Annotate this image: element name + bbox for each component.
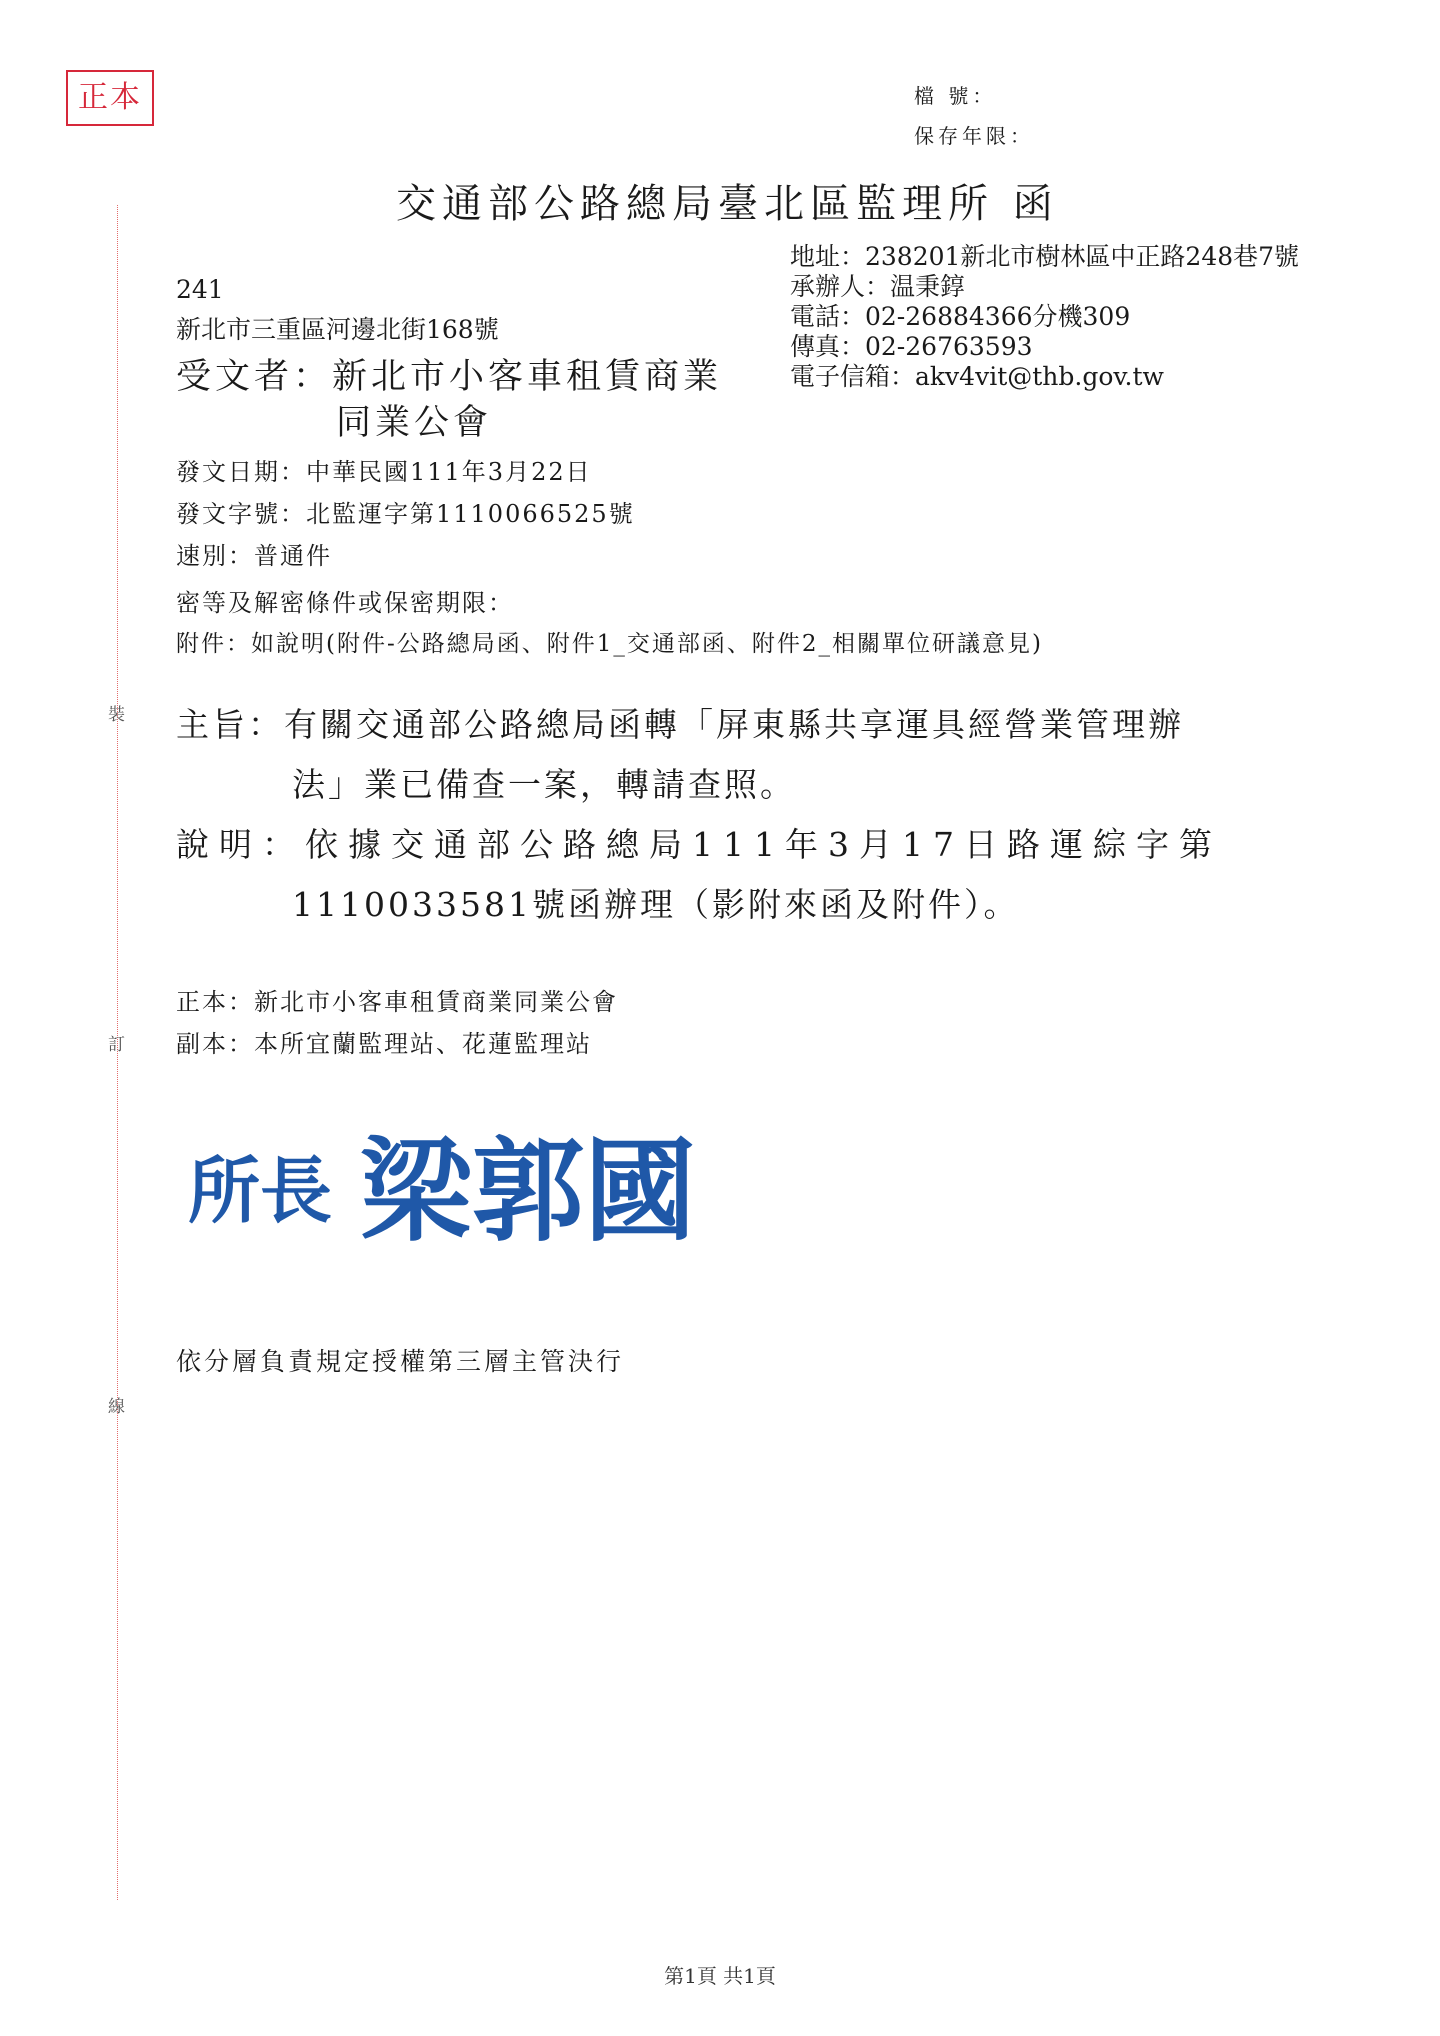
file-number-label: 檔 號： — [914, 84, 997, 108]
retention-period-label: 保存年限： — [914, 124, 1034, 148]
svg-text:梁郭國: 梁郭國 — [360, 1126, 696, 1257]
delivery-speed: 速別：普通件 — [176, 542, 332, 570]
sender-contact-block — [790, 242, 1299, 392]
attachment-note: 附件：如說明(附件-公路總局函、附件1_交通部函、附件2_相關單位研議意見) — [176, 631, 1043, 657]
page-number: 第1頁 共1頁 — [664, 1964, 776, 1988]
subject-line-1: 主旨：有關交通部公路總局函轉「屏東縣共享運具經營業管理辦 — [176, 705, 1184, 744]
fax-number: 傳真：02-26763593 — [790, 332, 1033, 361]
original-copy-stamp: 正本 — [66, 70, 154, 126]
seal-image — [188, 1118, 748, 1258]
description-line-2: 1110033581號函辦理（影附來函及附件）。 — [292, 885, 1020, 924]
sender-address: 地址：238201新北市樹林區中正路248巷7號 — [790, 242, 1300, 271]
delegation-note: 依分層負責規定授權第三層主管決行 — [176, 1347, 625, 1376]
document-number: 發文字號：北監運字第1110066525號 — [176, 500, 635, 528]
subject-block — [176, 695, 1184, 815]
handler-name: 承辦人：温秉錞 — [790, 272, 966, 301]
svg-text:所長: 所長 — [188, 1148, 333, 1233]
recipient-zip: 241 — [176, 275, 224, 304]
secrecy-level: 密等及解密條件或保密期限： — [176, 589, 514, 617]
binding-mark-xian: 線 — [108, 1397, 125, 1417]
recipient-line-1: 受文者：新北市小客車租賃商業 — [176, 357, 723, 397]
copy-recipients: 副本：本所宜蘭監理站、花蓮監理站 — [176, 1030, 592, 1058]
description-line-1: 說明：依據交通部公路總局111年3月17日路運綜字第 — [176, 825, 1222, 864]
binding-mark-ding: 訂 — [108, 1035, 125, 1055]
original-recipient: 正本：新北市小客車租賃商業同業公會 — [176, 988, 618, 1016]
recipient-line-2: 同業公會 — [336, 403, 493, 443]
description-block — [176, 815, 1222, 935]
document-title: 交通部公路總局臺北區監理所 函 — [396, 181, 1059, 227]
issue-date: 發文日期：中華民國111年3月22日 — [176, 458, 592, 486]
subject-line-2: 法」業已備查一案，轉請查照。 — [292, 765, 796, 804]
director-signature-seal — [188, 1118, 748, 1262]
email-address: 電子信箱：akv4vit@thb.gov.tw — [790, 362, 1164, 391]
phone-number: 電話：02-26884366分機309 — [790, 302, 1131, 331]
recipient-address: 新北市三重區河邊北街168號 — [176, 315, 499, 344]
binding-mark-zhuang: 裝 — [108, 705, 125, 725]
recipient-block — [176, 354, 722, 446]
